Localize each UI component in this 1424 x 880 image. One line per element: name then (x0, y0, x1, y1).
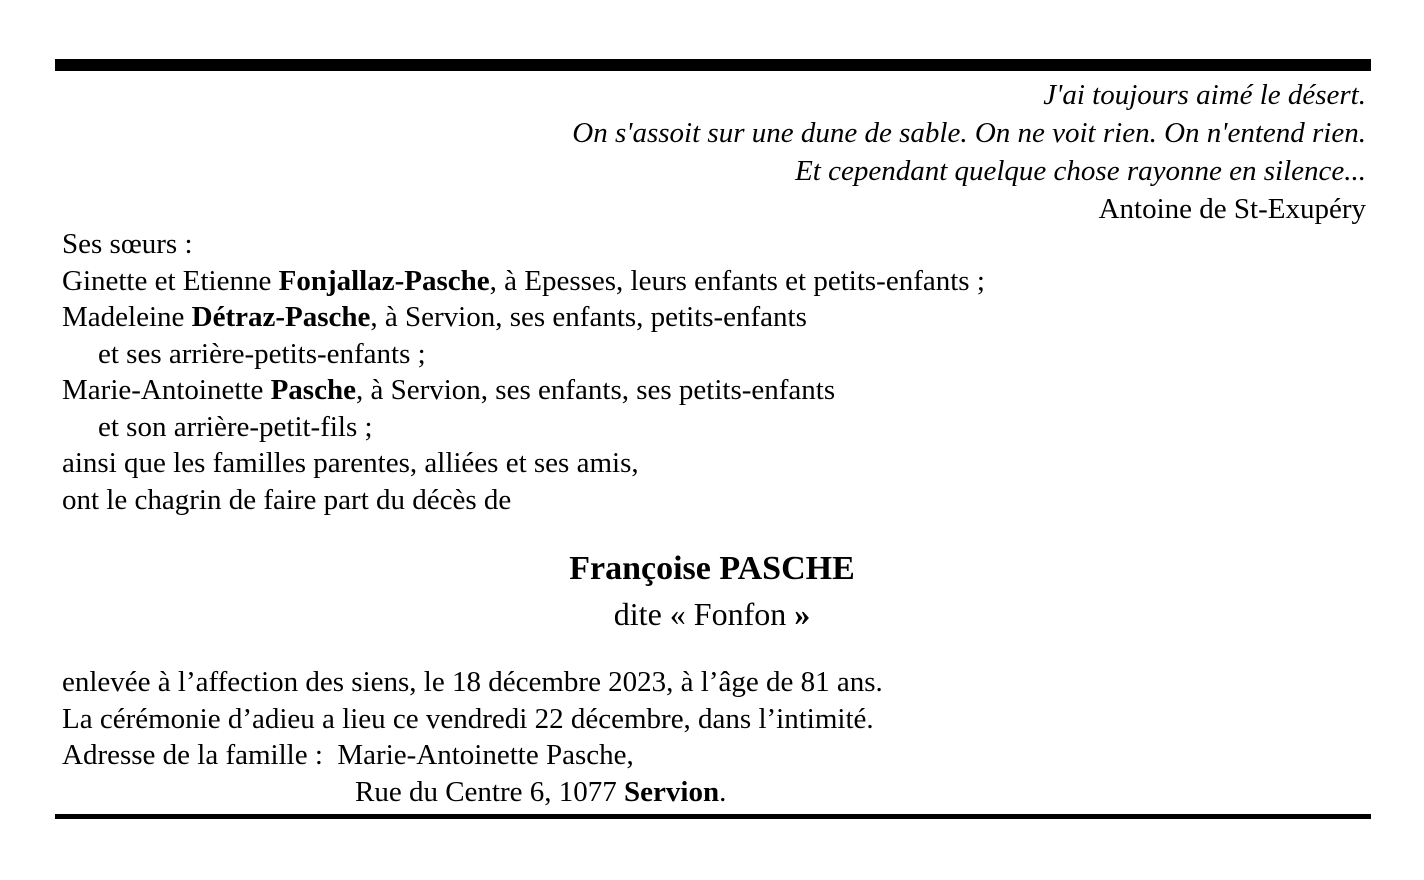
text-segment: ont le chagrin de faire part du décès de (62, 483, 512, 516)
text-segment: Madeleine (62, 301, 192, 333)
text-line (62, 445, 985, 482)
text-segment: Ses sœurs : (62, 228, 193, 260)
bold-text-segment: Détraz-Pasche (191, 301, 371, 333)
family-announcement (62, 226, 985, 518)
text-line (62, 336, 985, 373)
text-segment: , à Servion, ses enfants, petits-enfants (370, 301, 807, 333)
bold-text-segment: » (794, 596, 811, 632)
text-segment: . (719, 775, 727, 808)
bold-text-segment: Pasche (270, 374, 356, 406)
text-line (62, 482, 985, 519)
bottom-divider-rule (55, 814, 1371, 819)
text-segment: Rue du Centre 6, 1077 (355, 775, 625, 808)
text-segment: dite « Fonfon (613, 596, 795, 632)
bold-text-segment: Servion (624, 775, 720, 808)
text-line (572, 114, 1366, 152)
text-segment: et ses arrière-petits-enfants ; (98, 337, 426, 370)
text-line (62, 701, 883, 738)
text-line (62, 372, 985, 409)
deceased-nickname (0, 592, 1424, 636)
funeral-details (62, 664, 883, 810)
deceased-name: Françoise PASCHE (569, 550, 855, 587)
text-segment: ainsi que les familles parentes, alliées et ses amis, (62, 447, 639, 479)
text-segment: Ginette et Etienne (62, 264, 279, 297)
text-segment: , à Servion, ses enfants, ses petits-enfants (355, 374, 836, 406)
text-segment: , à Epesses, leurs enfants et petits-enfants ; (489, 264, 985, 297)
text-segment: enlevée à l’affection des siens, le 18 décembre 2023, à l’âge de 81 ans. (62, 666, 883, 698)
text-line (572, 76, 1366, 114)
text-segment: J'ai toujours aimé le désert. (1043, 79, 1366, 111)
text-segment: Antoine de St-Exupéry (1098, 193, 1366, 225)
text-line (62, 299, 985, 336)
text-line (572, 190, 1366, 228)
text-line (62, 263, 985, 300)
top-divider-bar (55, 59, 1371, 71)
text-line (62, 409, 985, 446)
text-line (62, 737, 883, 774)
text-segment: Adresse de la famille : Marie-Antoinette Pasche, (62, 739, 634, 771)
text-segment: La cérémonie d’adieu a lieu ce vendredi 22 décembre, dans l’intimité. (62, 702, 874, 735)
text-line (572, 152, 1366, 190)
text-line (62, 226, 985, 263)
text-segment: et son arrière-petit-fils ; (98, 410, 373, 443)
epigraph-quote (572, 76, 1366, 228)
text-line (62, 664, 883, 701)
text-line (62, 774, 883, 811)
text-segment: Marie-Antoinette (62, 374, 271, 406)
text-segment: On s'assoit sur une dune de sable. On ne voit rien. On n'entend rien. (572, 117, 1366, 149)
bold-text-segment: Fonjallaz-Pasche (278, 264, 490, 297)
text-segment: Et cependant quelque chose rayonne en silence... (795, 155, 1366, 187)
deceased-name-block (0, 546, 1424, 636)
